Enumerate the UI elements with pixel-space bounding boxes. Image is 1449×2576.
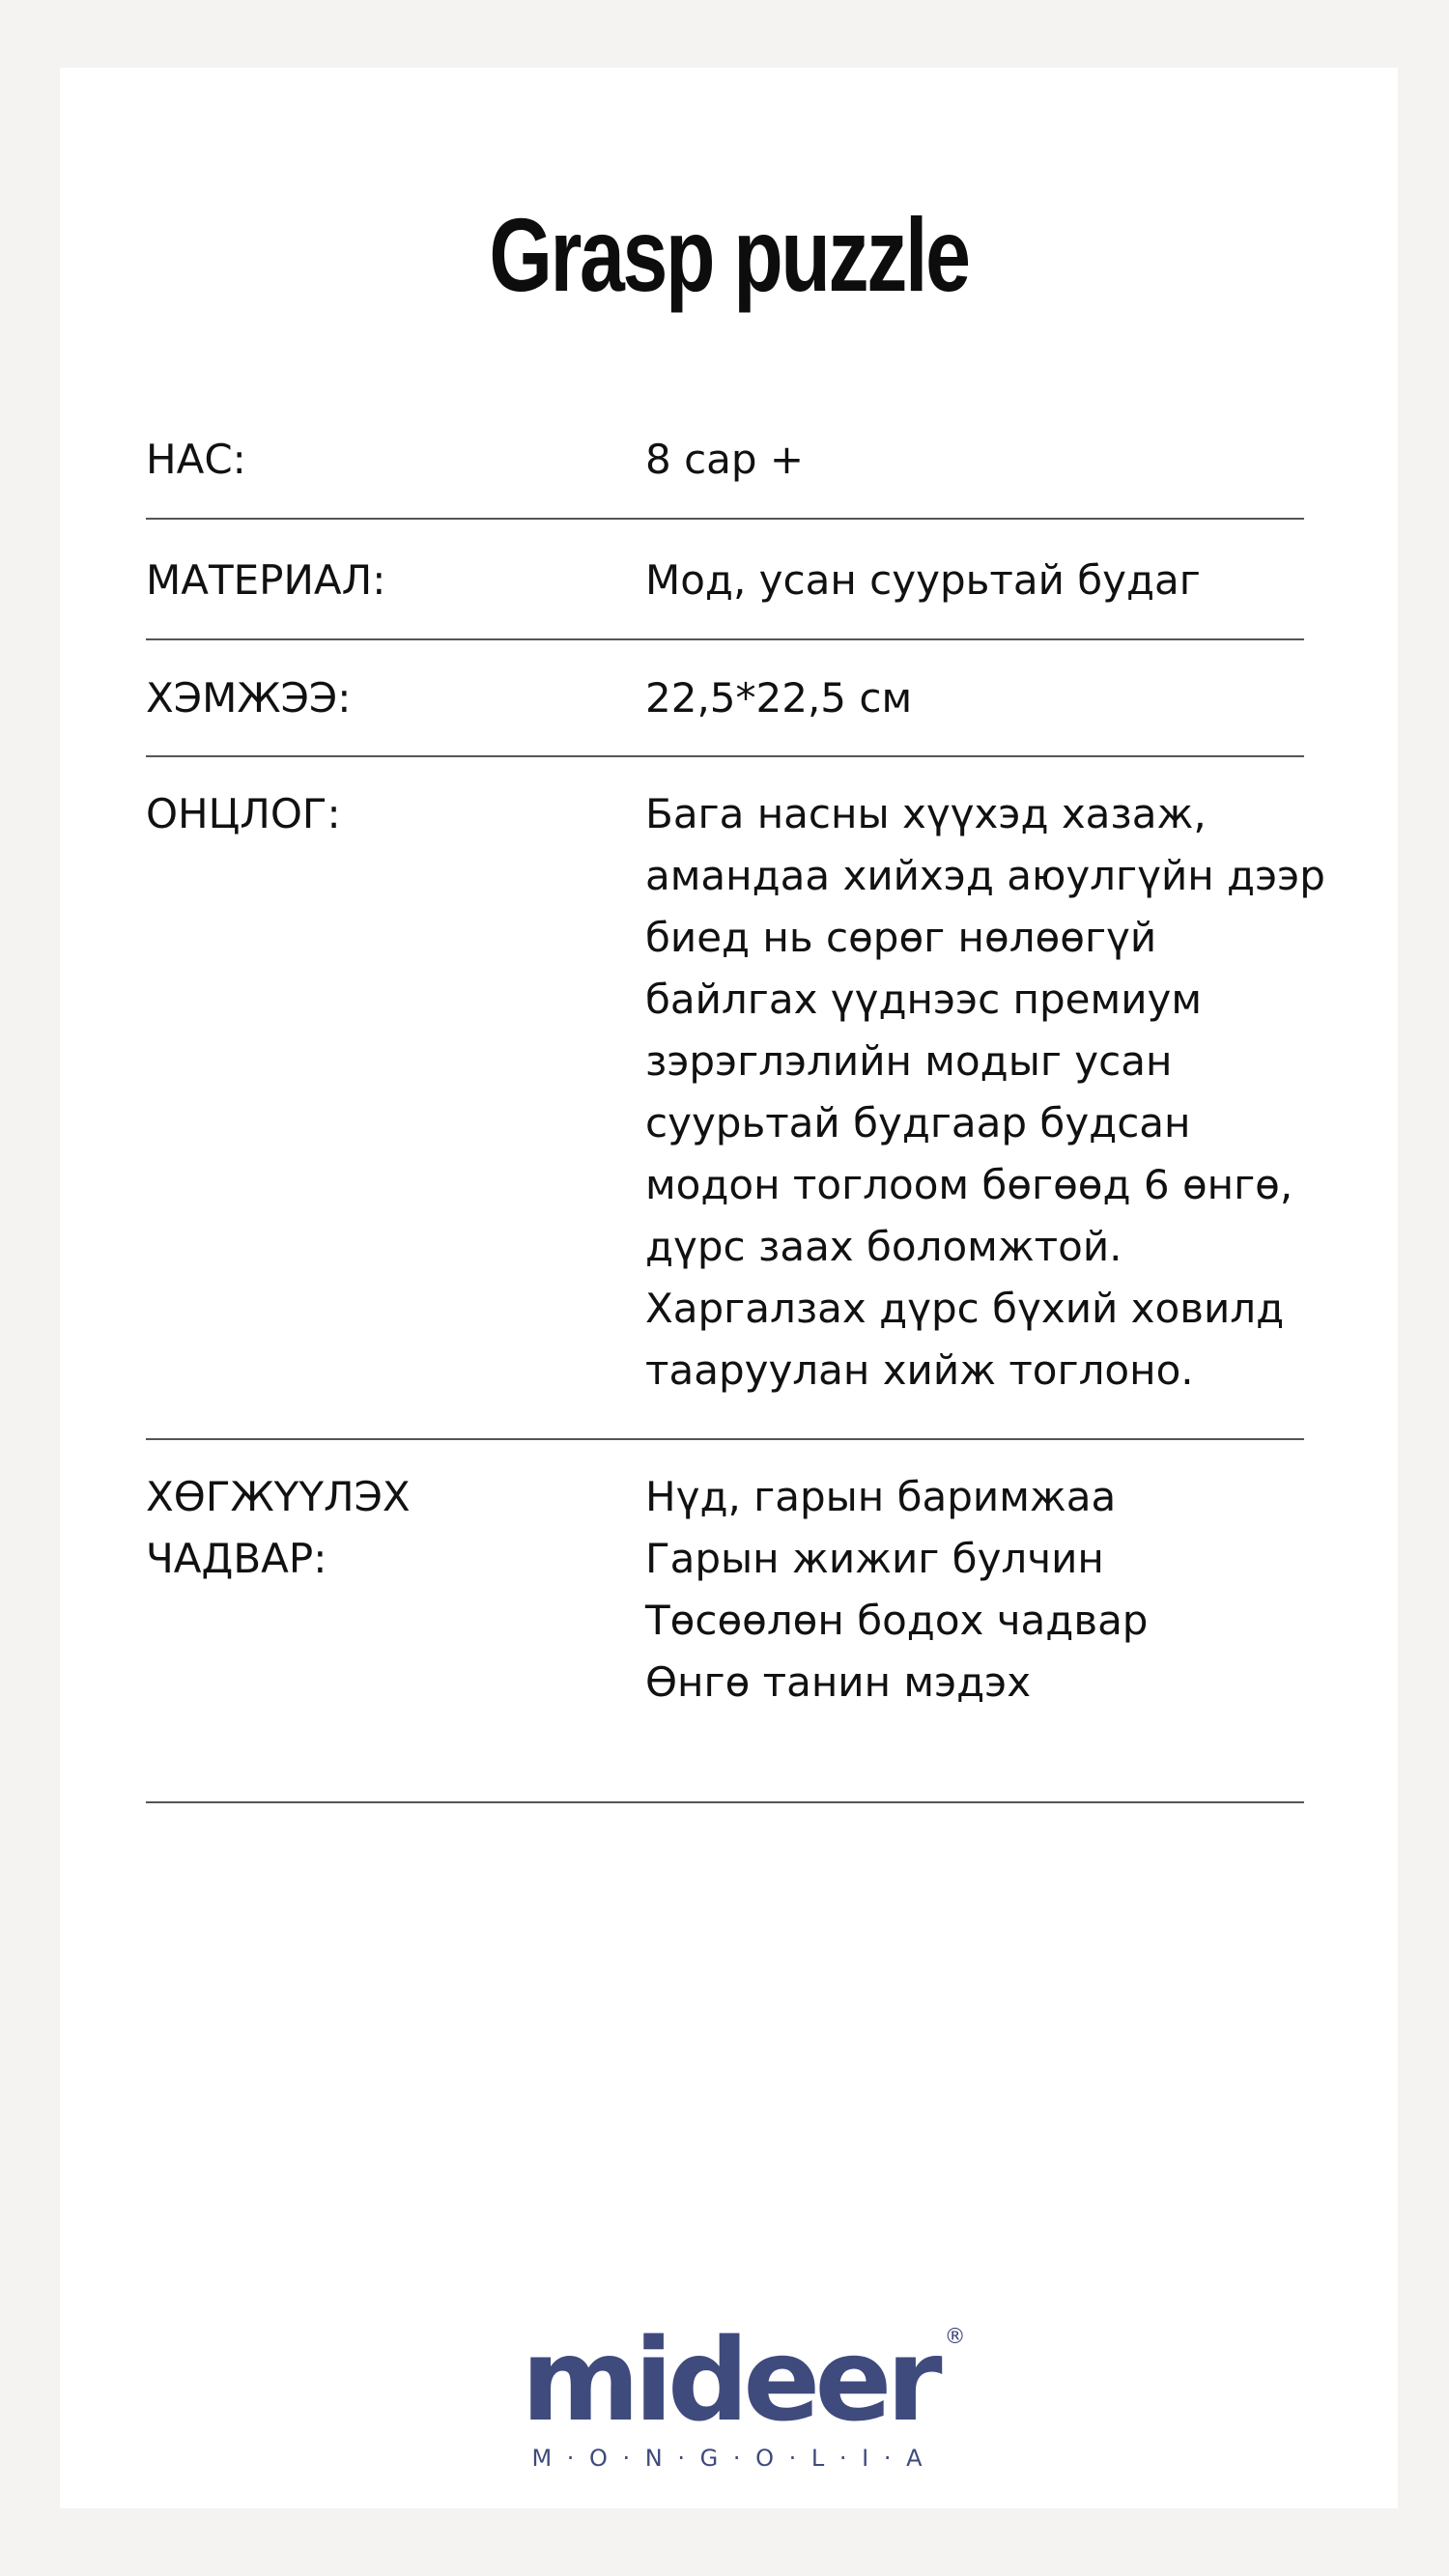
spec-value-line: Өнгө танин мэдэх	[645, 1658, 1032, 1706]
spec-value-line: Төсөөлөн бодох чадвар	[645, 1597, 1149, 1644]
brand-logo	[60, 2313, 1398, 2472]
spec-label	[146, 667, 645, 755]
spec-value-line: модон тоглоом бөгөөд 6 өнгө,	[645, 1161, 1293, 1208]
spec-value	[645, 783, 1325, 1438]
logo-subtitle: M · O · N · G · O · L · I · A	[531, 2445, 926, 2472]
spec-label-line: ОНЦЛОГ:	[146, 790, 341, 837]
spec-value-line: 22,5*22,5 см	[645, 674, 913, 722]
product-card	[60, 68, 1398, 2508]
spec-value-line: Нүд, гарын баримжаа	[645, 1473, 1117, 1520]
registered-mark: ®	[944, 2325, 966, 2349]
spec-label-line: НАС:	[146, 436, 246, 483]
spec-row-age	[146, 421, 1304, 520]
spec-value-line: суурьтай будгаар будсан	[645, 1099, 1191, 1146]
spec-row-size	[146, 640, 1304, 757]
spec-label-line: ХӨГЖҮҮЛЭХ	[146, 1473, 411, 1520]
product-title: Grasp puzzle	[489, 196, 969, 313]
spec-value-line: Гарын жижиг булчин	[645, 1535, 1104, 1582]
spec-value-line: зэрэглэлийн модыг усан	[645, 1037, 1173, 1085]
spec-value-line: амандаа хийхэд аюулгүйн дээр	[645, 852, 1325, 899]
spec-label	[146, 783, 645, 1438]
spec-value-line: Харгалзах дүрс бүхий ховилд	[645, 1285, 1285, 1332]
logo-word: mideer	[521, 2313, 937, 2447]
spec-row-skills	[146, 1440, 1304, 1803]
spec-value	[645, 550, 1304, 638]
spec-value-line: тааруулан хийж тоглоно.	[645, 1346, 1194, 1394]
spec-value-line: байлгах үүднээс премиум	[645, 976, 1203, 1023]
spec-label-line: ЧАДВАР:	[146, 1535, 327, 1582]
spec-label	[146, 429, 645, 518]
spec-label	[146, 1466, 645, 1801]
spec-value-line: 8 сар +	[645, 436, 805, 483]
spec-label-line: ХЭМЖЭЭ:	[146, 674, 352, 722]
spec-value-line: Бага насны хүүхэд хазаж,	[645, 790, 1207, 837]
spec-value-line: биед нь сөрөг нөлөөгүй	[645, 914, 1157, 961]
spec-value	[645, 429, 1304, 518]
spec-label	[146, 550, 645, 638]
spec-value	[645, 667, 1304, 755]
spec-row-material	[146, 520, 1304, 640]
spec-value-line: дүрс заах боломжтой.	[645, 1223, 1122, 1270]
spec-value-line: Мод, усан суурьтай будаг	[645, 556, 1201, 604]
spec-value	[645, 1466, 1304, 1801]
spec-label-line: МАТЕРИАЛ:	[146, 556, 386, 604]
spec-table	[146, 421, 1325, 1803]
spec-row-features	[146, 757, 1325, 1440]
logo-wordmark	[521, 2313, 966, 2447]
